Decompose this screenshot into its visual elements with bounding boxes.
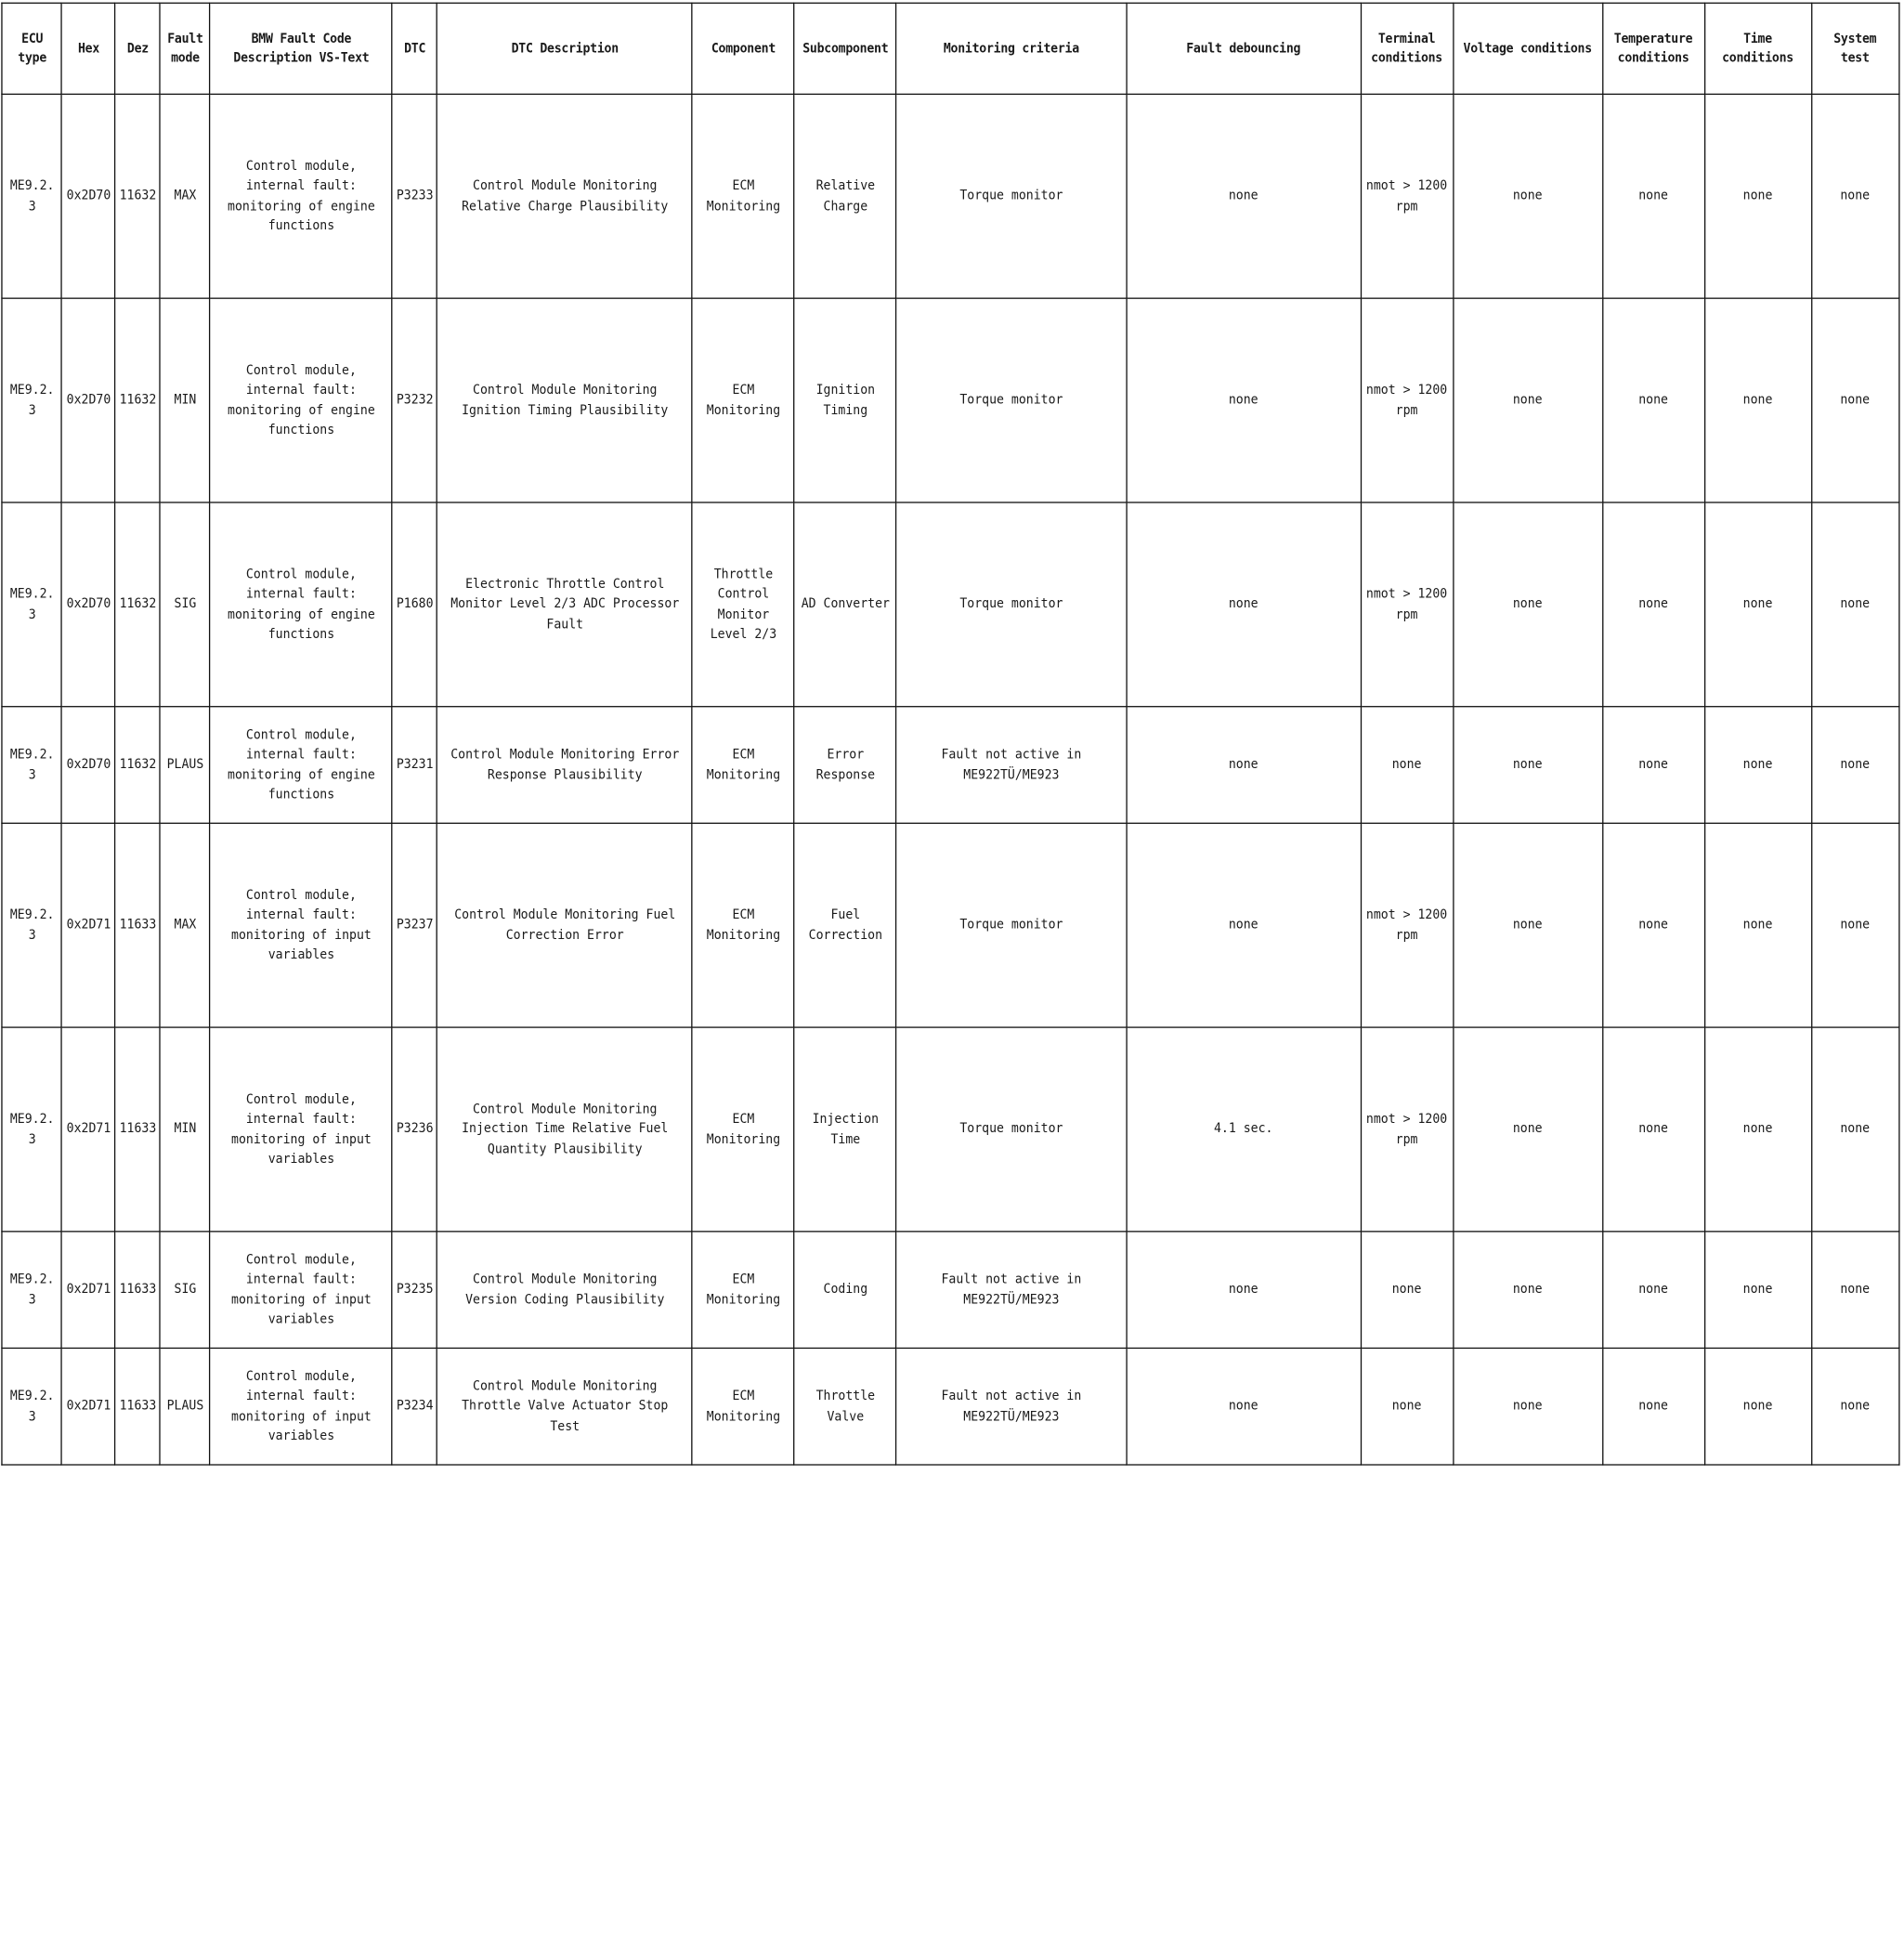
- cell-fault-mode: PLAUS: [161, 1348, 208, 1465]
- cell-terminal-conditions: nmot > 1200 rpm: [1363, 94, 1451, 298]
- cell-dtc: P3232: [393, 298, 436, 502]
- cell-ecu-type: ME9.2.3: [3, 1348, 60, 1465]
- cell-bmw-description: Control module, internal fault: monitoring of engine functions: [214, 707, 388, 824]
- cell-monitoring-criteria: Fault not active in ME922TÜ/ME923: [901, 707, 1121, 824]
- cell-system-test: none: [1813, 707, 1897, 824]
- cell-dez: 11632: [116, 298, 159, 502]
- cell-time-conditions: none: [1707, 1232, 1810, 1349]
- header-row: [2, 3, 1899, 94]
- cell-dtc-description: Control Module Monitoring Ignition Timing Plausibility: [442, 298, 687, 502]
- cell-hex: 0x2D71: [62, 1232, 113, 1349]
- cell-fault-mode: MAX: [161, 94, 208, 298]
- table-row: [2, 1232, 1899, 1349]
- cell-monitoring-criteria: Torque monitor: [901, 94, 1121, 298]
- cell-terminal-conditions: none: [1363, 707, 1451, 824]
- cell-dtc-description: Control Module Monitoring Relative Charge Plausibility: [442, 94, 687, 298]
- cell-voltage-conditions: none: [1456, 1348, 1600, 1465]
- cell-subcomponent: Error Response: [796, 707, 894, 824]
- cell-component: ECM Monitoring: [694, 707, 792, 824]
- cell-fault-mode: SIG: [161, 502, 208, 707]
- cell-bmw-description: Control module, internal fault: monitoring of engine functions: [214, 502, 388, 707]
- cell-system-test: none: [1813, 298, 1897, 502]
- cell-system-test: none: [1813, 1348, 1897, 1465]
- header-hex: Hex: [62, 3, 113, 94]
- cell-ecu-type: ME9.2.3: [3, 1232, 60, 1349]
- cell-dez: 11633: [116, 1348, 159, 1465]
- cell-monitoring-criteria: Fault not active in ME922TÜ/ME923: [901, 1348, 1121, 1465]
- table-row: [2, 502, 1899, 707]
- cell-hex: 0x2D70: [62, 298, 113, 502]
- header-monitoring-criteria: Monitoring criteria: [901, 3, 1121, 94]
- cell-component: ECM Monitoring: [694, 1348, 792, 1465]
- cell-fault-mode: SIG: [161, 1232, 208, 1349]
- cell-voltage-conditions: none: [1456, 823, 1600, 1027]
- cell-temperature-conditions: none: [1605, 94, 1703, 298]
- cell-fault-debouncing: none: [1130, 502, 1355, 707]
- cell-hex: 0x2D71: [62, 1027, 113, 1232]
- table-row: [2, 94, 1899, 298]
- cell-voltage-conditions: none: [1456, 94, 1600, 298]
- cell-monitoring-criteria: Torque monitor: [901, 1027, 1121, 1232]
- cell-time-conditions: none: [1707, 1348, 1810, 1465]
- cell-dtc: P3234: [393, 1348, 436, 1465]
- cell-monitoring-criteria: Torque monitor: [901, 298, 1121, 502]
- cell-dtc: P3237: [393, 823, 436, 1027]
- cell-component: ECM Monitoring: [694, 1232, 792, 1349]
- cell-dtc-description: Control Module Monitoring Throttle Valve Actuator Stop Test: [442, 1348, 687, 1465]
- cell-terminal-conditions: none: [1363, 1232, 1451, 1349]
- table-row: [2, 707, 1899, 824]
- header-fault-mode: Fault mode: [161, 3, 208, 94]
- cell-hex: 0x2D71: [62, 823, 113, 1027]
- table-row: [2, 823, 1899, 1027]
- header-ecu-type: ECU type: [3, 3, 60, 94]
- cell-hex: 0x2D71: [62, 1348, 113, 1465]
- cell-subcomponent: AD Converter: [796, 502, 894, 707]
- cell-terminal-conditions: nmot > 1200 rpm: [1363, 1027, 1451, 1232]
- cell-fault-debouncing: none: [1130, 298, 1355, 502]
- cell-system-test: none: [1813, 502, 1897, 707]
- header-system-test: System test: [1813, 3, 1897, 94]
- cell-dez: 11633: [116, 1027, 159, 1232]
- header-fault-debouncing: Fault debouncing: [1130, 3, 1355, 94]
- cell-monitoring-criteria: Fault not active in ME922TÜ/ME923: [901, 1232, 1121, 1349]
- cell-subcomponent: Coding: [796, 1232, 894, 1349]
- cell-dez: 11632: [116, 502, 159, 707]
- cell-ecu-type: ME9.2.3: [3, 823, 60, 1027]
- header-dtc: DTC: [393, 3, 436, 94]
- cell-dez: 11632: [116, 94, 159, 298]
- cell-bmw-description: Control module, internal fault: monitoring of engine functions: [214, 298, 388, 502]
- header-temperature-conditions: Temperature conditions: [1605, 3, 1703, 94]
- cell-temperature-conditions: none: [1605, 502, 1703, 707]
- cell-fault-mode: MIN: [161, 1027, 208, 1232]
- cell-component: ECM Monitoring: [694, 298, 792, 502]
- cell-fault-debouncing: none: [1130, 1348, 1355, 1465]
- cell-dtc-description: Control Module Monitoring Injection Time Relative Fuel Quantity Plausibility: [442, 1027, 687, 1232]
- cell-temperature-conditions: none: [1605, 1027, 1703, 1232]
- cell-time-conditions: none: [1707, 1027, 1810, 1232]
- cell-ecu-type: ME9.2.3: [3, 502, 60, 707]
- cell-system-test: none: [1813, 1027, 1897, 1232]
- cell-time-conditions: none: [1707, 502, 1810, 707]
- cell-dtc-description: Electronic Throttle Control Monitor Level 2/3 ADC Processor Fault: [442, 502, 687, 707]
- cell-fault-debouncing: none: [1130, 707, 1355, 824]
- fault-code-table: [1, 3, 1899, 1466]
- cell-bmw-description: Control module, internal fault: monitoring of input variables: [214, 1348, 388, 1465]
- cell-dez: 11633: [116, 823, 159, 1027]
- cell-temperature-conditions: none: [1605, 823, 1703, 1027]
- cell-dtc-description: Control Module Monitoring Error Response Plausibility: [442, 707, 687, 824]
- cell-bmw-description: Control module, internal fault: monitoring of input variables: [214, 1027, 388, 1232]
- cell-time-conditions: none: [1707, 298, 1810, 502]
- cell-system-test: none: [1813, 823, 1897, 1027]
- header-bmw-description: BMW Fault Code Description VS-Text: [214, 3, 388, 94]
- cell-ecu-type: ME9.2.3: [3, 1027, 60, 1232]
- cell-dtc: P3231: [393, 707, 436, 824]
- cell-terminal-conditions: nmot > 1200 rpm: [1363, 298, 1451, 502]
- cell-dtc: P3233: [393, 94, 436, 298]
- cell-time-conditions: none: [1707, 94, 1810, 298]
- cell-dtc-description: Control Module Monitoring Version Coding Plausibility: [442, 1232, 687, 1349]
- header-component: Component: [694, 3, 792, 94]
- cell-fault-debouncing: 4.1 sec.: [1130, 1027, 1355, 1232]
- cell-dez: 11633: [116, 1232, 159, 1349]
- cell-dtc: P3236: [393, 1027, 436, 1232]
- cell-fault-mode: PLAUS: [161, 707, 208, 824]
- cell-monitoring-criteria: Torque monitor: [901, 823, 1121, 1027]
- cell-ecu-type: ME9.2.3: [3, 94, 60, 298]
- cell-fault-debouncing: none: [1130, 94, 1355, 298]
- cell-hex: 0x2D70: [62, 94, 113, 298]
- cell-bmw-description: Control module, internal fault: monitoring of engine functions: [214, 94, 388, 298]
- cell-subcomponent: Relative Charge: [796, 94, 894, 298]
- table-row: [2, 1348, 1899, 1465]
- header-dez: Dez: [116, 3, 159, 94]
- cell-component: ECM Monitoring: [694, 823, 792, 1027]
- cell-voltage-conditions: none: [1456, 1027, 1600, 1232]
- cell-terminal-conditions: nmot > 1200 rpm: [1363, 823, 1451, 1027]
- cell-voltage-conditions: none: [1456, 1232, 1600, 1349]
- header-dtc-description: DTC Description: [442, 3, 687, 94]
- cell-system-test: none: [1813, 94, 1897, 298]
- cell-subcomponent: Ignition Timing: [796, 298, 894, 502]
- cell-component: ECM Monitoring: [694, 94, 792, 298]
- cell-ecu-type: ME9.2.3: [3, 707, 60, 824]
- cell-voltage-conditions: none: [1456, 707, 1600, 824]
- cell-time-conditions: none: [1707, 707, 1810, 824]
- cell-temperature-conditions: none: [1605, 1348, 1703, 1465]
- cell-ecu-type: ME9.2.3: [3, 298, 60, 502]
- cell-temperature-conditions: none: [1605, 707, 1703, 824]
- table-row: [2, 1027, 1899, 1232]
- cell-hex: 0x2D70: [62, 707, 113, 824]
- cell-dtc: P3235: [393, 1232, 436, 1349]
- table-row: [2, 298, 1899, 502]
- cell-bmw-description: Control module, internal fault: monitoring of input variables: [214, 823, 388, 1027]
- cell-fault-debouncing: none: [1130, 1232, 1355, 1349]
- cell-terminal-conditions: none: [1363, 1348, 1451, 1465]
- cell-terminal-conditions: nmot > 1200 rpm: [1363, 502, 1451, 707]
- cell-temperature-conditions: none: [1605, 298, 1703, 502]
- cell-component: ECM Monitoring: [694, 1027, 792, 1232]
- header-subcomponent: Subcomponent: [796, 3, 894, 94]
- cell-hex: 0x2D70: [62, 502, 113, 707]
- cell-voltage-conditions: none: [1456, 298, 1600, 502]
- cell-dtc: P1680: [393, 502, 436, 707]
- cell-time-conditions: none: [1707, 823, 1810, 1027]
- cell-voltage-conditions: none: [1456, 502, 1600, 707]
- cell-fault-mode: MIN: [161, 298, 208, 502]
- cell-dez: 11632: [116, 707, 159, 824]
- header-voltage-conditions: Voltage conditions: [1456, 3, 1600, 94]
- cell-system-test: none: [1813, 1232, 1897, 1349]
- cell-monitoring-criteria: Torque monitor: [901, 502, 1121, 707]
- cell-subcomponent: Throttle Valve: [796, 1348, 894, 1465]
- cell-fault-debouncing: none: [1130, 823, 1355, 1027]
- cell-bmw-description: Control module, internal fault: monitoring of input variables: [214, 1232, 388, 1349]
- cell-component: Throttle Control Monitor Level 2/3: [694, 502, 792, 707]
- header-time-conditions: Time conditions: [1707, 3, 1810, 94]
- cell-subcomponent: Fuel Correction: [796, 823, 894, 1027]
- header-terminal-conditions: Terminal conditions: [1363, 3, 1451, 94]
- cell-dtc-description: Control Module Monitoring Fuel Correction Error: [442, 823, 687, 1027]
- cell-temperature-conditions: none: [1605, 1232, 1703, 1349]
- cell-subcomponent: Injection Time: [796, 1027, 894, 1232]
- cell-fault-mode: MAX: [161, 823, 208, 1027]
